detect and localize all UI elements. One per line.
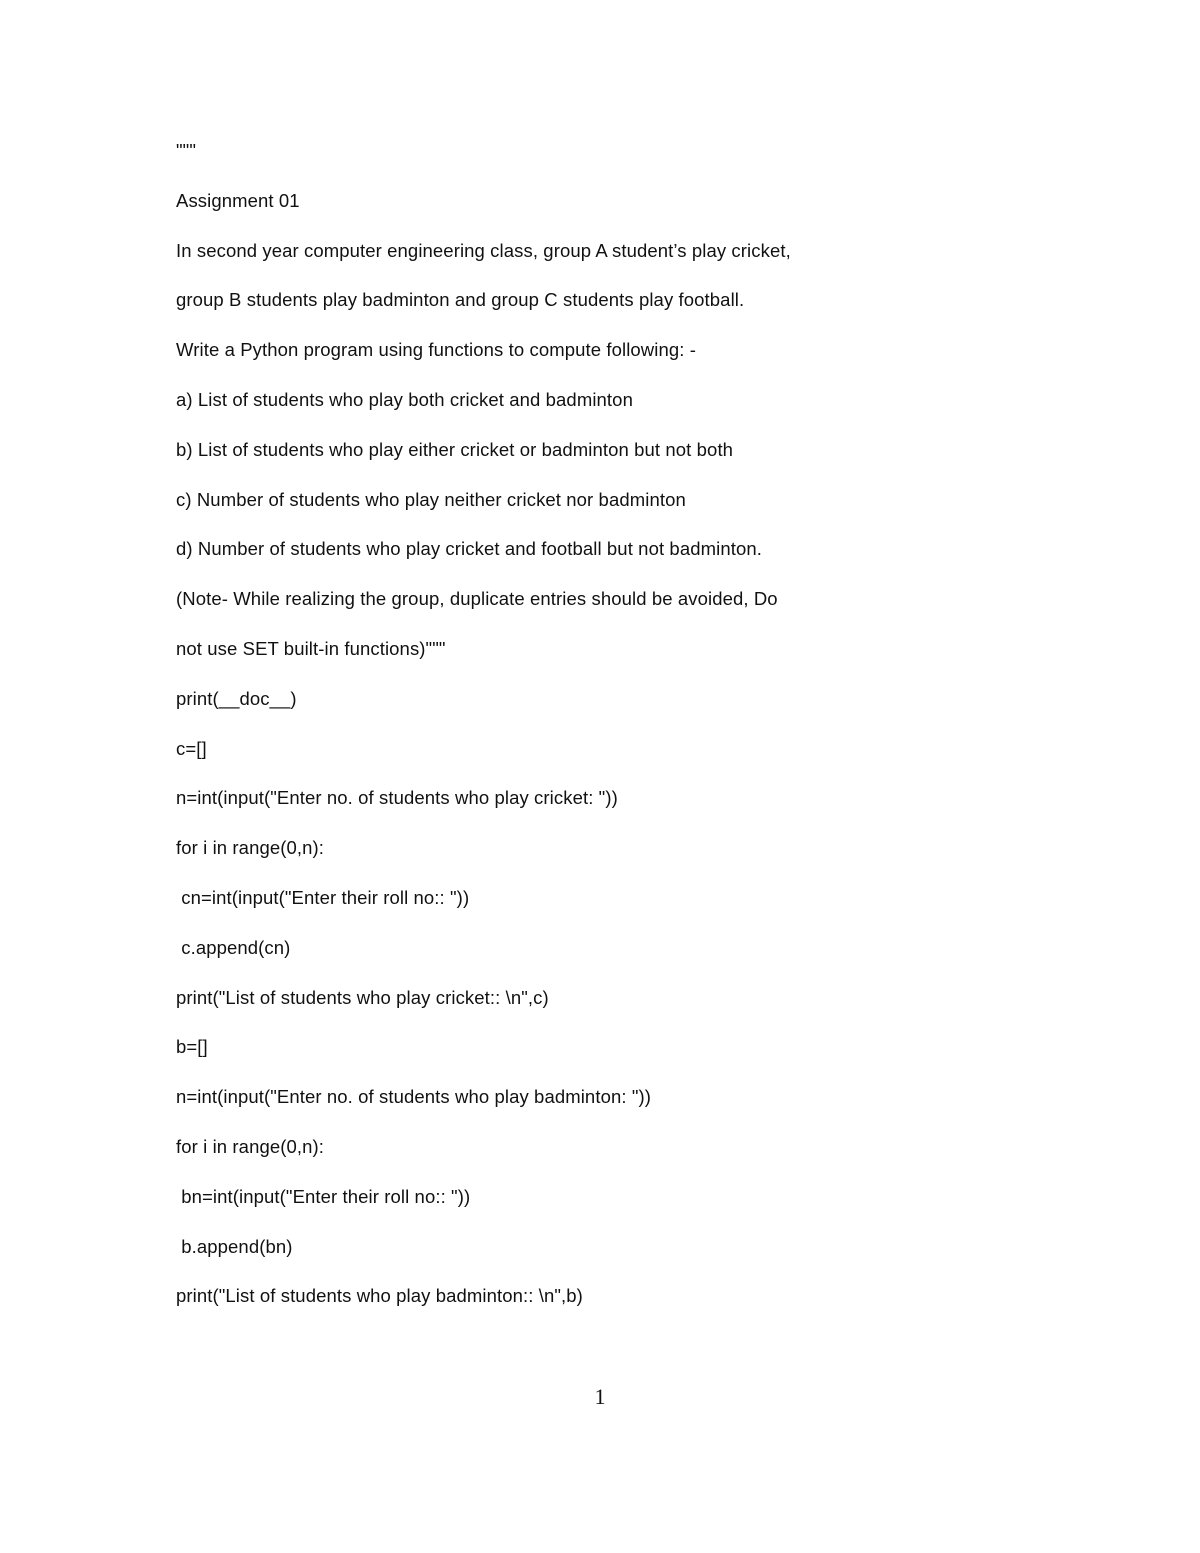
task-item-b: b) List of students who play either cricket or badminton but not both [176, 438, 734, 460]
task-item-c: c) Number of students who play neither cricket nor badminton [176, 488, 686, 510]
code-line: cn=int(input("Enter their roll no:: ")) [176, 886, 470, 908]
code-line: for i in range(0,n): [176, 837, 325, 859]
code-line: b=[] [176, 1036, 208, 1058]
code-line: print("List of students who play cricket:: \n",c) [176, 986, 549, 1008]
code-line: c=[] [176, 737, 207, 759]
task-item-a: a) List of students who play both cricket and badminton [176, 388, 633, 410]
page-number: 1 [594, 1384, 606, 1409]
code-line: print("List of students who play badminton:: \n",b) [176, 1285, 583, 1307]
code-line: b.append(bn) [176, 1235, 293, 1257]
text-line: In second year computer engineering class, group A student’s play cricket, [176, 239, 791, 261]
docstring-open: """ [176, 140, 197, 161]
note-line: (Note- While realizing the group, duplicate entries should be avoided, Do [176, 588, 778, 610]
code-line: bn=int(input("Enter their roll no:: ")) [176, 1185, 471, 1207]
text-line: group B students play badminton and group C students play football. [176, 289, 745, 311]
assignment-title: Assignment 01 [176, 189, 300, 211]
note-line: not use SET built-in functions)""" [176, 637, 446, 659]
code-line: n=int(input("Enter no. of students who play cricket: ")) [176, 787, 618, 809]
document-body [176, 138, 1076, 1333]
code-line: for i in range(0,n): [176, 1135, 325, 1157]
code-line: n=int(input("Enter no. of students who play badminton: ")) [176, 1086, 652, 1108]
code-line: c.append(cn) [176, 936, 291, 958]
task-item-d: d) Number of students who play cricket and football but not badminton. [176, 538, 762, 560]
code-line: print(__doc__) [176, 687, 297, 709]
text-line: Write a Python program using functions to compute following: - [176, 339, 696, 361]
